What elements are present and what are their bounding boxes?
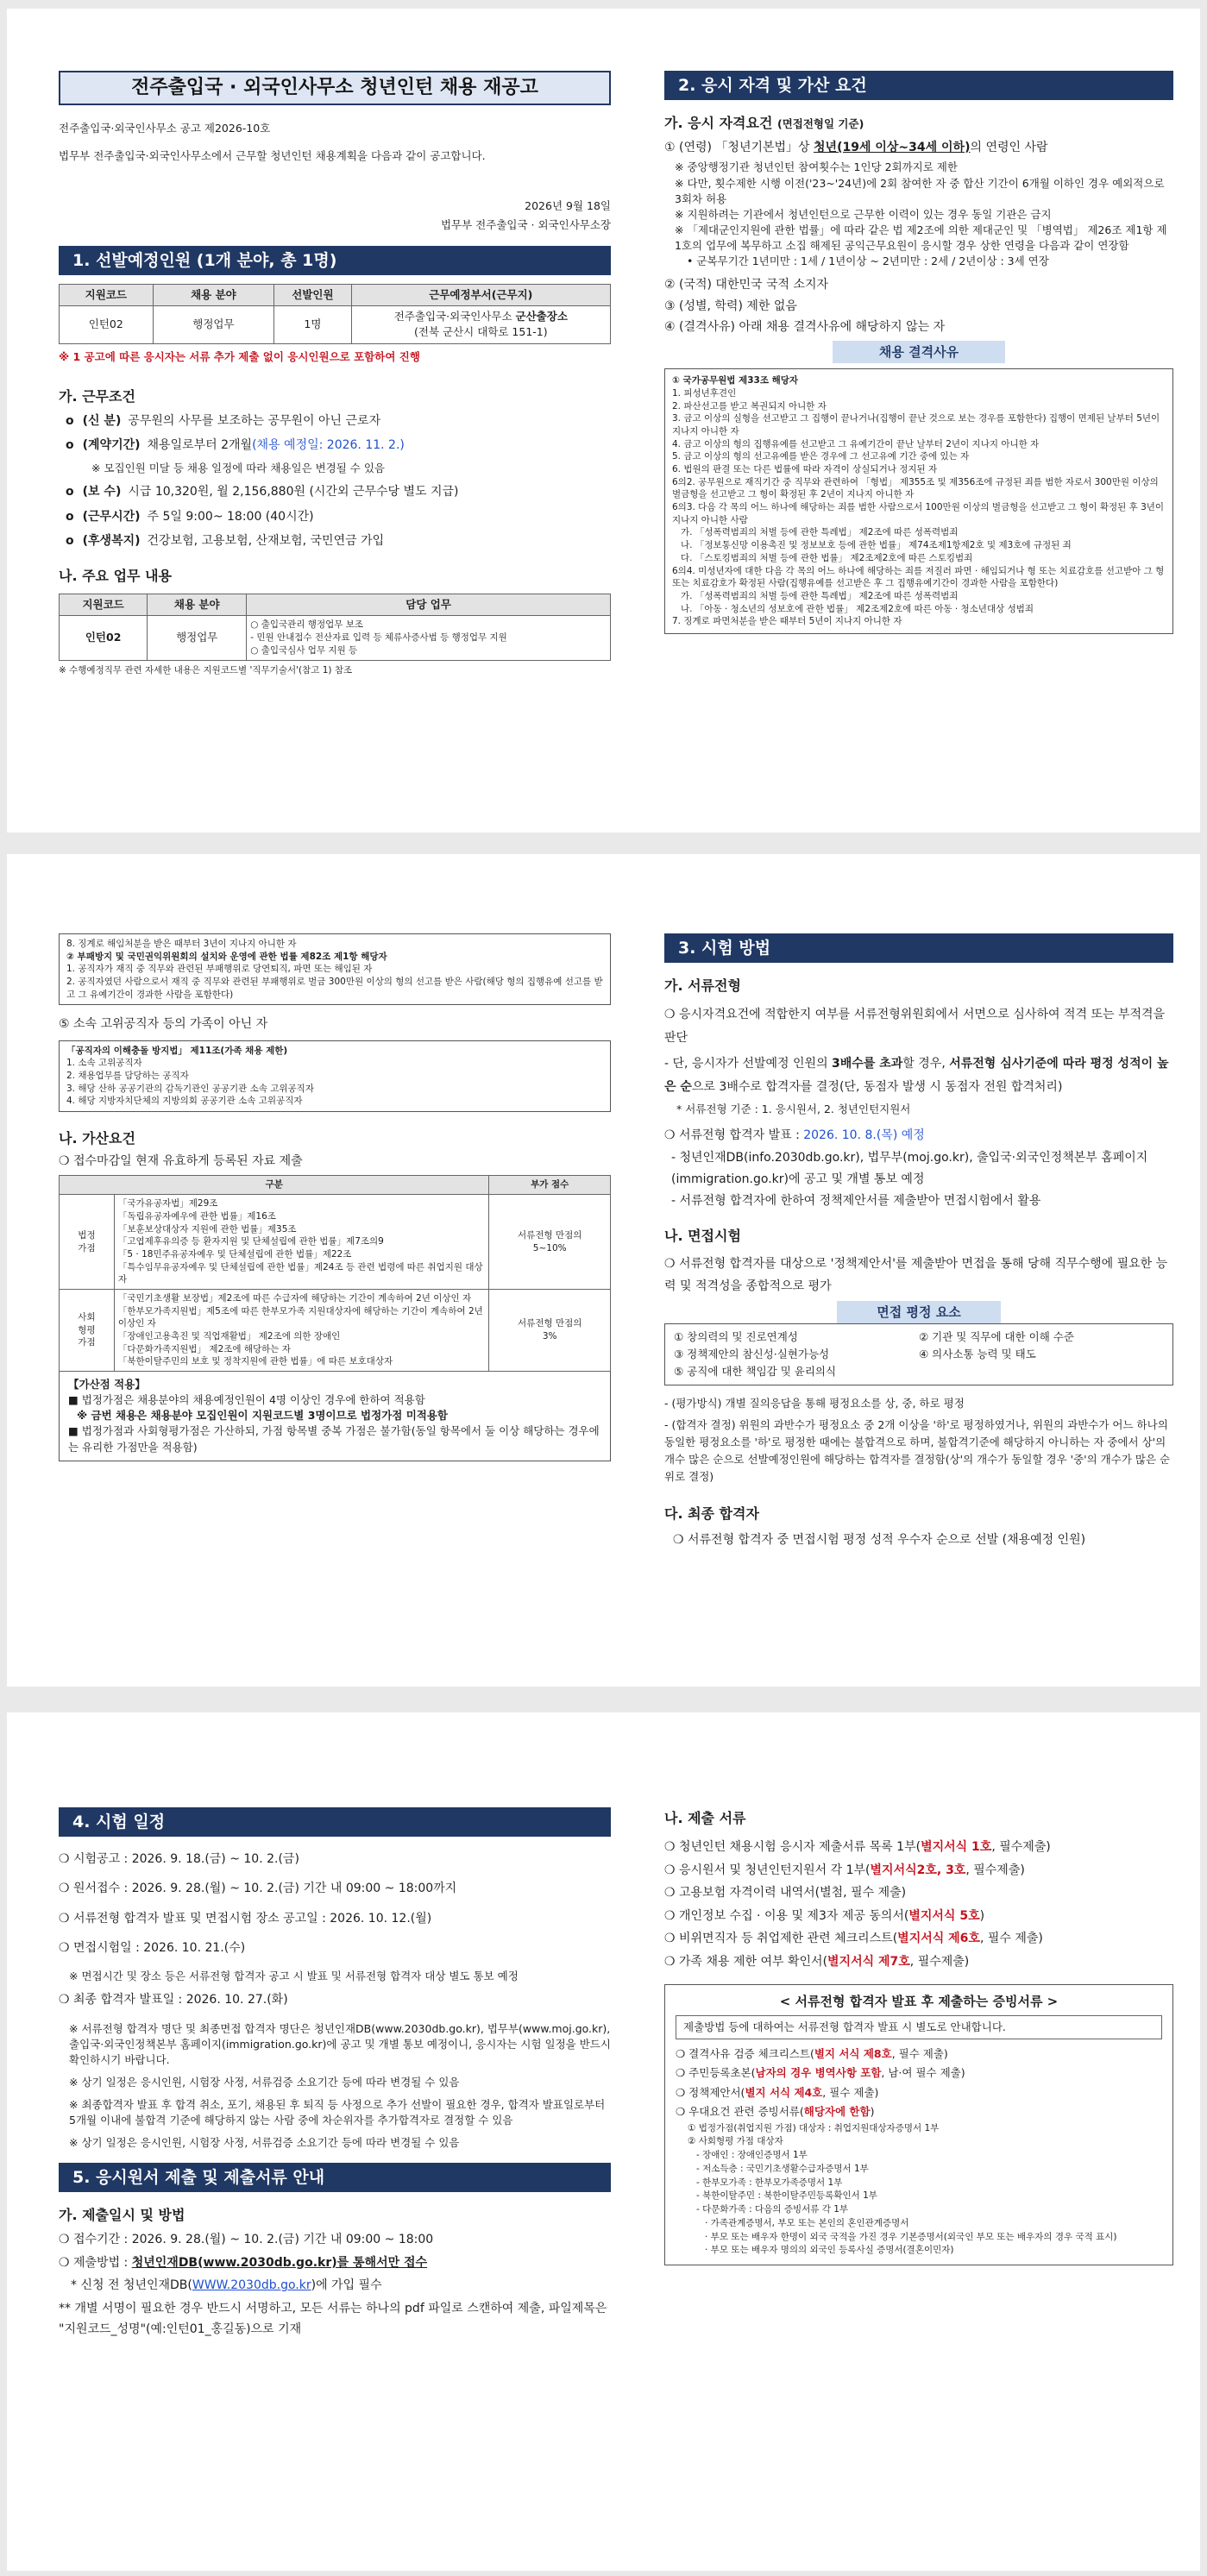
evidence-box — [664, 1984, 1173, 2266]
evidence-item — [676, 2045, 1162, 2064]
bonus-items — [114, 1289, 489, 1371]
schedule-item: ❍ 시험공고 : 2026. 9. 18.(금) ~ 10. 2.(금) — [59, 1852, 299, 1866]
note-line: 2. 공직자였던 사람으로서 재직 중 직무와 관련된 부패행위로 벌금 300만원 이상의 형의 선고를 받은 사람(해당 형의 집행유예 선고를 받고 그 유예기간이 경과한 사람을 포함한다) — [66, 977, 603, 1000]
document-item — [664, 1927, 1173, 1951]
col-header: 구분 — [60, 1176, 489, 1195]
document-title: 전주출입국 · 외국인사무소 청년인턴 채용 재공고 — [59, 71, 611, 105]
condition-key: (계약기간) — [82, 438, 141, 453]
section-1-header: 1. 선발예정인원 (1개 분야, 총 1명) — [59, 246, 611, 275]
document-text: , 필수제출) — [965, 1863, 1025, 1877]
disqualification-line: 가. 「성폭력범죄의 처벌 등에 관한 특례법」 제2조에 따른 성폭력범죄 — [681, 527, 959, 538]
schedule-item: ※ 상기 일정은 응시인원, 시험장 사정, 서류검증 소요기간 등에 따라 변경될 수 있음 — [69, 2075, 460, 2089]
evidence-title: < 서류전형 합격자 발표 후 제출하는 증빙서류 > — [779, 1993, 1059, 2009]
evidence-note: 제출방법 등에 대하여는 서류전형 합격자 발표 시 별도로 안내합니다. — [676, 2015, 1162, 2039]
cell: 전주출입국·외국인사무소 군산출장소 (전북 군산시 대학로 151-1) — [351, 305, 610, 343]
schedule-item: ※ 면접시간 및 장소 등은 서류전형 합격자 공고 시 발표 및 서류전형 합격자 대상 별도 통보 예정 — [69, 1970, 519, 1983]
screening-criteria: * 서류전형 기준 : 1. 응시원서, 2. 청년인턴지원서 — [676, 1103, 911, 1116]
condition-key: (보 수) — [82, 485, 122, 499]
evidence-text: ❍ 주민등록초본( — [676, 2066, 756, 2080]
condition-value: 시급 10,320원, 월 2,156,880원 (시간외 근무수당 별도 지급) — [128, 485, 459, 499]
evidence-subitem: · 부모 또는 배우자 한명이 외국 국적을 가진 경우 기본증명서(외국인 부모 또는 배우자의 경우 국적 표시) — [705, 2231, 1117, 2242]
condition-item — [66, 532, 611, 550]
evidence-item — [676, 2064, 1162, 2083]
disqualification-line: 2. 파산선고를 받고 복권되지 아니한 자 — [672, 400, 827, 412]
col-header: 지원코드 — [60, 594, 148, 616]
bonus-rules-title: 【가산점 적용】 — [68, 1378, 146, 1392]
document-text: ) — [979, 1908, 985, 1923]
left-column — [59, 9, 611, 832]
bullet-icon: o — [66, 413, 74, 428]
submission-method: ❍ 제출방법 : 청년인재DB(www.2030db.go.kr)를 통해서만 접수 — [59, 2255, 428, 2270]
bonus-item: 「국가유공자법」제29조 — [117, 1198, 218, 1209]
document-item — [664, 1836, 1173, 1859]
announcement-channels: - 청년인재DB(info.2030db.go.kr), 법무부(moj.go.kr), 출입국·외국인정책본부 홈페이지(immigration.go.kr)에 공고 및 개별 통보 예정 — [671, 1150, 1148, 1186]
document-item — [664, 1859, 1173, 1882]
col-header: 선발인원 — [274, 284, 351, 305]
conflict-box — [59, 1040, 611, 1112]
bullet-icon: o — [66, 509, 74, 524]
document-text: , 필수제출) — [991, 1840, 1051, 1854]
bonus-item: 「한부모가족지원법」제5조에 따른 한부모가족 지원대상자에 해당하는 기간이 계속하여 2년 이상인 자 — [117, 1305, 483, 1329]
section-4-header: 4. 시험 일정 — [59, 1807, 611, 1837]
bonus-subtitle: ❍ 접수마감일 현재 유효하게 등록된 자료 제출 — [59, 1154, 303, 1169]
disqualification-line: 나. 「정보통신망 이용촉진 및 정보보호 등에 관한 법률」 제74조제1항제2호 및 제3호에 규정된 죄 — [681, 540, 1072, 551]
note-bullet: • 군복무기간 1년미만 : 1세 / 1년이상 ~ 2년미만 : 2세 / 2년이상 : 3세 연장 — [687, 254, 1049, 268]
disqualification-line: 7. 징계로 파면처분을 받은 때부터 5년이 지나지 아니한 자 — [672, 616, 902, 627]
condition-date: (채용 예정일: 2026. 11. 2.) — [252, 438, 405, 453]
note-line: ※ 다만, 횟수제한 시행 이전('23~'24년)에 2회 참여한 자 중 합산 기간이 6개월 이하인 경우 예외적으로 3회차 허용 — [675, 176, 1165, 205]
evidence-ref: 별지 서식 제4호 — [745, 2085, 823, 2099]
schedule-item: ❍ 원서접수 : 2026. 9. 28.(월) ~ 10. 2.(금) 기간 내 09:00 ~ 18:00까지 — [59, 1882, 457, 1896]
document-text: , 필수제출) — [909, 1954, 970, 1969]
documents-heading: 나. 제출 서류 — [664, 1810, 746, 1826]
disqualification-line: 1. 피성년후견인 — [672, 387, 737, 399]
document-item — [664, 1905, 1173, 1928]
duties-table — [59, 594, 611, 660]
note-line: 8. 징계로 해임처분을 받은 때부터 3년이 지나지 아니한 자 — [66, 939, 297, 949]
schedule-item: ※ 상기 일정은 응시인원, 시험장 사정, 서류검증 소요기간 등에 따라 변경될 수 있음 — [69, 2136, 460, 2150]
note-line: ※ 지원하려는 기관에서 청년인턴으로 근무한 이력이 있는 경우 동일 기관은 금지 — [675, 207, 1052, 221]
pass-decision: - (합격자 결정) 위원의 과반수가 평정요소 중 2개 이상을 '하'로 평정하였거나, 위원의 과반수가 어느 하나의 동일한 평정요소를 '하'로 평정한 때에는 불합격으로 하며, 불합격기준에 해당하지 아니하는 자 중에서 상'의 개수 많은 순으로 선발예정인원에 해당하는 합격자를 결정함(상'의 개수가 동일할 경우 '중'의 개수가 많은 순위로 결정) — [664, 1418, 1171, 1484]
disqualification-line: 6의4. 미성년자에 대한 다음 각 목의 어느 하나에 해당하는 죄를 저질러 파면 · 해임되거나 형 또는 치료감호를 선고받아 그 형 또는 치료감호가 확정된 사람(집행유예를 선고받은 후 그 집행유예기간이 경과한 사람을 포함한다) — [672, 565, 1165, 589]
disqualification-label: 채용 결격사유 — [833, 341, 1005, 363]
schedule-item: ❍ 면접시험일 : 2026. 10. 21.(수) — [59, 1940, 246, 1955]
evidence-subitem: - 저소득층 : 국민기초생활수급자증명서 1부 — [696, 2163, 869, 2174]
age-requirement: ① (연령) 「청년기본법」상 청년(19세 이상~34세 이하)의 연령인 사람 — [664, 141, 1048, 155]
bonus-rule: ■ 법정가점과 사회형평가점은 가산하되, 가점 항목별 중복 가점은 불가함(동일 항목에서 둘 이상 해당하는 경우에는 유리한 가점만을 적용함) — [68, 1424, 600, 1454]
bonus-item: 「다문화가족지원법」 제2조에 해당하는 자 — [117, 1343, 291, 1354]
cell: 인턴02 — [60, 305, 154, 343]
section-3-header: 3. 시험 방법 — [664, 933, 1173, 963]
condition-item — [66, 437, 611, 454]
cell: 인턴02 — [60, 616, 148, 660]
evidence-ref: 해당자에 한함 — [803, 2105, 871, 2119]
eligibility-heading: 가. 응시 자격요건 (면접전형일 기준) — [664, 115, 864, 131]
bonus-item: 「국민기초생활 보장법」제2조에 따른 수급자에 해당하는 기간이 계속하여 2년 이상인 자 — [117, 1292, 472, 1304]
disqualification-line: 다. 「스토킹범죄의 처벌 등에 관한 법률」 제2조제2호에 따른 스토킹범죄 — [681, 552, 973, 563]
evidence-ref: 별지 서식 제8호 — [814, 2046, 892, 2060]
final-heading: 다. 최종 합격자 — [664, 1505, 759, 1523]
condition-value: 주 5일 9:00~ 18:00 (40시간) — [147, 509, 314, 524]
bonus-item: 「북한이탈주민의 보호 및 정착지원에 관한 법률」에 따른 보호대상자 — [117, 1356, 393, 1367]
document-screening-heading: 가. 서류전형 — [664, 977, 741, 994]
duty-line: ○ 출입국관리 행정업무 보조 — [250, 619, 363, 631]
duties-note: ※ 수행예정직무 관련 자세한 내용은 지원코드별 '직무기술서'(참고 1) 참조 — [59, 664, 353, 675]
condition-value: 건강보험, 고용보험, 산재보험, 국민연금 가입 — [147, 534, 385, 549]
right-column — [664, 9, 1173, 832]
family-requirement: ⑤ 소속 고위공직자 등의 가족이 아닌 자 — [59, 1017, 268, 1032]
evidence-subitem: ② 사회형평 가점 대상자 — [688, 2136, 783, 2147]
duty-line: ○ 출입국심사 업무 지원 등 — [250, 644, 358, 656]
duty-line: - 민원 안내접수 전산자료 입력 등 체류사증사범 등 행정업무 지원 — [250, 632, 507, 644]
disqualification-line: ① 국가공무원법 제33조 해당자 — [672, 375, 799, 386]
evidence-subitem: - 북한이탈주민 : 북한이탈주민등록확인서 1부 — [696, 2190, 877, 2202]
disqualification-line: 6의3. 다음 각 목의 어느 하나에 해당하는 죄를 범한 사람으로서 100만원 이상의 벌금형을 선고받고 그 형이 확정된 후 3년이 지나지 아니한 사람 — [672, 502, 1165, 525]
screening-rule: - 단, 응시자가 선발예정 인원의 3배수를 초과할 경우, 서류전형 심사기준에 따라 평정 성적이 높은 순으로 3배수로 합격자를 결정(단, 동점자 발생 시 동점자 전원 합격처리) — [664, 1057, 1169, 1094]
disqualification-line: 4. 금고 이상의 형의 집행유예를 선고받고 그 유예기간이 끝난 날부터 2년이 지나지 아니한 자 — [672, 438, 1040, 449]
work-conditions-heading: 가. 근무조건 — [59, 387, 135, 405]
evidence-subitem: · 부모 또는 배우자 명의의 외국인 등록사실 증명서(결혼이민자) — [705, 2245, 954, 2256]
schedule-list — [59, 1850, 611, 2151]
evidence-text: ❍ 정책제안서( — [676, 2085, 745, 2099]
duties-cell — [247, 616, 611, 660]
col-header: 부가 점수 — [489, 1176, 611, 1195]
positions-table — [59, 284, 611, 344]
cell: 1명 — [274, 305, 351, 343]
note-line: ② 부패방지 및 국민권익위원회의 설치와 운영에 관한 법률 제82조 제1항 해당자 — [66, 951, 387, 962]
document-text: ❍ 비위면직자 등 취업제한 관련 체크리스트( — [664, 1932, 898, 1946]
right-column — [664, 1712, 1173, 2571]
page-2 — [7, 854, 1200, 1687]
doc-number: 전주출입국·외국인사무소 공고 제2026-10호 — [59, 122, 271, 135]
bonus-points: 서류전형 만점의 5~10% — [489, 1195, 611, 1290]
cell: 행정업무 — [148, 616, 247, 660]
bonus-rule: ※ 금번 채용은 채용분야 모집인원이 지원코드별 3명이므로 법정가점 미적용함 — [77, 1409, 448, 1423]
document-text: , 필수 제출) — [979, 1932, 1043, 1946]
duties-heading: 나. 주요 업무 내용 — [59, 568, 172, 585]
factor-item: ② 기관 및 직무에 대한 이해 수준 — [919, 1329, 1074, 1343]
evaluation-method: - (평가방식) 개별 질의응답을 통해 평정요소를 상, 중, 하로 평정 — [664, 1397, 965, 1411]
condition-value: ※ 모집인원 미달 등 채용 일정에 따라 채용일은 변경될 수 있음 — [91, 462, 386, 475]
bonus-item: 「독립유공자예우에 관한 법률」제16조 — [117, 1210, 276, 1222]
col-header: 담당 업무 — [247, 594, 611, 616]
evidence-text: , 필수 제출) — [891, 2046, 948, 2060]
condition-item — [66, 412, 611, 430]
bullet-icon: o — [66, 438, 74, 453]
page-3 — [7, 1712, 1200, 2571]
evidence-subitems — [676, 2122, 1162, 2259]
section-5-header: 5. 응시원서 제출 및 제출서류 안내 — [59, 2163, 611, 2192]
intro-text: 법무부 전주출입국·외국인사무소에서 근무할 청년인턴 채용계획을 다음과 같이 공고합니다. — [59, 149, 486, 163]
bullet-icon: o — [66, 485, 74, 499]
document-text: ❍ 청년인턴 채용시험 응시자 제출서류 목록 1부( — [664, 1840, 921, 1854]
bonus-points: 서류전형 만점의 3% — [489, 1289, 611, 1371]
evidence-text: , 필수 제출) — [822, 2085, 879, 2099]
col-header: 채용 분야 — [148, 594, 247, 616]
schedule-item: ※ 최종합격자 발표 후 합격 취소, 포기, 채용된 후 퇴직 등 사정으로 추가 선발이 필요한 경우, 합격자 발표일로부터 5개월 이내에 불합격 기준에 해당하지 않는 사람 중에 차순위자를 추가합격자로 결정할 수 있음 — [69, 2098, 606, 2127]
submission-heading: 가. 제출일시 및 방법 — [59, 2207, 185, 2224]
document-text: ❍ 가족 채용 제한 여부 확인서( — [664, 1954, 828, 1969]
bonus-rules-box — [59, 1372, 611, 1461]
form-ref: 별지서식 1호 — [921, 1840, 992, 1854]
disqualification-box-continued — [59, 933, 611, 1005]
evidence-text: , 남·여 필수 제출) — [881, 2066, 965, 2080]
schedule-item: ※ 서류전형 합격자 명단 및 최종면접 합격자 명단은 청년인재DB(www.2030db.go.kr), 법무부(www.moj.go.kr), 출입국·외국인정책본부 홈페이지(immigration.go.kr)에 공고 및 개별 통보 예정이니, 응시자는 시험 일정을 반드시 확인하시기 바랍니다. — [69, 2021, 611, 2066]
evidence-item — [676, 2083, 1162, 2103]
disqualification-line: 3. 금고 이상의 실형을 선고받고 그 집행이 끝나거나(집행이 끝난 것으로 보는 경우를 포함한다) 집행이 면제된 날부터 5년이 지나지 아니한 자 — [672, 413, 1160, 437]
conflict-line: 1. 소속 고위공직자 — [66, 1058, 142, 1069]
schedule-item: ❍ 최종 합격자 발표일 : 2026. 10. 27.(화) — [59, 1993, 288, 2007]
factor-item: ⑤ 공직에 대한 책임감 및 윤리의식 — [674, 1365, 837, 1379]
signup-note: * 신청 전 청년인재DB(WWW.2030db.go.kr)에 가입 필수 — [71, 2278, 382, 2293]
nationality-requirement: ② (국적) 대한민국 국적 소지자 — [664, 278, 829, 292]
documents-list — [664, 1836, 1173, 1974]
notice-date: 2026년 9월 18일 — [525, 199, 611, 213]
condition-key: (후생복지) — [82, 534, 141, 549]
disqualification-box — [664, 368, 1173, 634]
factor-item: ③ 정책제안의 참신성·실현가능성 — [674, 1347, 830, 1360]
evidence-subitem: · 가족관계증명서, 부모 또는 본인의 혼인관계증명서 — [705, 2217, 909, 2228]
evidence-subitem: - 다문화가족 : 다음의 증빙서류 각 1부 — [696, 2204, 849, 2215]
left-column — [59, 854, 611, 1687]
evidence-subitem: - 장애인 : 장애인증명서 1부 — [696, 2150, 808, 2161]
bullet-icon: o — [66, 534, 74, 549]
conflict-line: 4. 해당 지방자치단체의 지방의회 공공기관 소속 고위공직자 — [66, 1096, 303, 1107]
note-line: 1. 공직자가 재직 중 직무와 관련된 부패행위로 당연퇴직, 파면 또는 해임된 자 — [66, 964, 373, 975]
disqualification-line: 6. 법원의 판결 또는 다른 법률에 따라 자격이 상실되거나 정지된 자 — [672, 464, 938, 474]
gender-education-requirement: ③ (성별, 학력) 제한 없음 — [664, 298, 797, 313]
interview-factors-label: 면접 평정 요소 — [837, 1301, 1001, 1323]
col-header: 지원코드 — [60, 284, 154, 305]
note-line: ※ 「제대군인지원에 관한 법률」에 따라 같은 법 제2조에 의한 제대군인 및 「병역법」 제26조 제1항 제1호의 업무에 복무하고 소집 해제된 공익근무요원이 응시할 경우 상한 연령을 다음과 같이 연장함 — [675, 223, 1167, 253]
conflict-line: 3. 해당 산하 공공기관의 감독기관인 공공기관 소속 고위공직자 — [66, 1083, 314, 1094]
document-text: ❍ 개인정보 수집 · 이용 및 제3자 제공 동의서( — [664, 1908, 909, 1923]
page-1 — [7, 9, 1200, 832]
policy-proposal-note: - 서류전형 합격자에 한하여 정책제안서를 제출받아 면접시험에서 활용 — [671, 1194, 1041, 1209]
interview-factors-box — [664, 1323, 1173, 1385]
cell: 행정업무 — [153, 305, 274, 343]
form-ref: 별지서식 5호 — [908, 1908, 980, 1923]
condition-key: (신 분) — [82, 413, 122, 428]
evidence-item — [676, 2102, 1162, 2122]
table-note: ※ 1 공고에 따른 응시자는 서류 추가 제출 없이 응시인원으로 포함하여 진행 — [59, 349, 420, 363]
right-column — [664, 854, 1173, 1687]
form-ref: 별지서식2호, 3호 — [870, 1863, 966, 1877]
disqualification-line: 6의2. 공무원으로 재직기간 중 직무와 관련하여 「형법」 제355조 및 제356조에 규정된 죄를 범한 자로서 300만원 이상의 벌금형을 선고받고 그 형이 확정된 후 2년이 지나지 아니한 자 — [672, 476, 1159, 500]
bonus-item: 「고엽제후유의증 등 환자지원 및 단체설립에 관한 법률」제7조의9 — [117, 1236, 384, 1247]
col-header: 근무예정부서(근무지) — [351, 284, 610, 305]
condition-value: 채용일로부터 2개월 — [147, 438, 253, 453]
factor-item: ① 창의력의 및 진로연계성 — [674, 1329, 798, 1343]
bonus-table — [59, 1175, 611, 1372]
screening-text: ❍ 응시자격요건에 적합한지 여부를 서류전형위원회에서 서면으로 심사하여 적격 또는 부적격을 판단 — [664, 1008, 1166, 1045]
file-note: ** 개별 서명이 필요한 경우 반드시 서명하고, 모든 서류는 하나의 pdf 파일로 스캔하여 제출, 파일제목은 "지원코드_성명"(예:인턴01_홍길동)으로 기재 — [59, 2302, 607, 2337]
interview-heading: 나. 면접시험 — [664, 1228, 741, 1245]
disqualification-line: 5. 금고 이상의 형의 선고유예를 받은 경우에 그 선고유예 기간 중에 있는 자 — [672, 451, 970, 462]
col-header: 채용 분야 — [153, 284, 274, 305]
evidence-items — [676, 2045, 1162, 2122]
disqualification-line: 가. 「성폭력범죄의 처벌 등에 관한 특례법」 제2조에 따른 성폭력범죄 — [681, 590, 959, 601]
document-text: ❍ 고용보험 자격이력 내역서(별첨, 필수 제출) — [664, 1886, 907, 1901]
bonus-item: 「5 · 18민주유공자예우 및 단체설립에 관한 법률」제22조 — [117, 1248, 352, 1260]
form-ref: 별지서식 제7호 — [827, 1954, 910, 1969]
disqualification-line: 나. 「아동 · 청소년의 성보호에 관한 법률」 제2조제2호에 따른 아동 · 청소년대상 성범죄 — [681, 603, 1034, 614]
bonus-group: 법정 가점 — [60, 1195, 115, 1290]
interview-text: ❍ 서류전형 합격자를 대상으로 '정책제안서'를 제출받아 면접을 통해 당해 직무수행에 필요한 능력 및 적격성을 종합적으로 평가 — [664, 1257, 1168, 1293]
condition-item — [66, 483, 611, 500]
evidence-subitem: ① 법정가점(취업지원 가점) 대상자 : 취업지원대상자증명서 1부 — [688, 2122, 940, 2133]
evidence-subitem: - 한부모가족 : 한부모가족증명서 1부 — [696, 2177, 843, 2188]
section-2-header: 2. 응시 자격 및 가산 요건 — [664, 71, 1173, 100]
bonus-item: 「장애인고용촉진 및 직업재활법」 제2조에 의한 장애인 — [117, 1331, 341, 1342]
bonus-rule: ■ 법정가점은 채용분야의 채용예정인원이 4명 이상인 경우에 한하여 적용함 — [68, 1393, 425, 1407]
condition-key: (근무시간) — [82, 509, 141, 524]
conflict-title: 「공직자의 이해충돌 방지법」 제11조(가족 채용 제한) — [66, 1045, 288, 1056]
bonus-item: 「특수임무유공자예우 및 단체설립에 관한 법률」제24조 등 관련 법령에 따른 취업지원 대상자 — [117, 1261, 483, 1285]
left-column — [59, 1712, 611, 2571]
condition-value: 공무원의 사무를 보조하는 공무원이 아닌 근로자 — [128, 413, 381, 428]
form-ref: 별지서식 제6호 — [897, 1932, 980, 1946]
factor-item: ④ 의사소통 능력 및 태도 — [919, 1347, 1036, 1360]
work-conditions-list — [59, 412, 611, 550]
condition-item — [66, 461, 611, 476]
note-line: ※ 중앙행정기관 청년인턴 참여횟수는 1인당 2회까지로 제한 — [675, 160, 958, 174]
bonus-heading: 나. 가산요건 — [59, 1130, 135, 1147]
evidence-ref: 남자의 경우 병역사항 포함 — [755, 2066, 882, 2080]
age-notes — [664, 160, 1173, 269]
submission-period: ❍ 접수기간 : 2026. 9. 28.(월) ~ 10. 2.(금) 기간 내 09:00 ~ 18:00 — [59, 2233, 434, 2247]
bonus-item: 「보훈보상대상자 지원에 관한 법률」제35조 — [117, 1223, 297, 1235]
issuer: 법무부 전주출입국 · 외국인사무소장 — [440, 218, 611, 232]
evidence-text: ❍ 결격사유 검증 체크리스트( — [676, 2046, 814, 2060]
evidence-text: ❍ 우대요건 관련 증빙서류( — [676, 2105, 804, 2119]
bonus-group: 사회 형평 가점 — [60, 1289, 115, 1371]
evidence-text: ) — [870, 2105, 875, 2119]
schedule-item: ❍ 서류전형 합격자 발표 및 면접시험 장소 공고일 : 2026. 10. 12.(월) — [59, 1911, 432, 1926]
document-item — [664, 1882, 1173, 1905]
final-text: ❍ 서류전형 합격자 중 면접시험 평정 성적 우수자 순으로 선발 (채용예정 인원) — [673, 1533, 1086, 1548]
bonus-items — [114, 1195, 489, 1290]
condition-item — [66, 508, 611, 525]
conflict-line: 2. 채용업무를 담당하는 공직자 — [66, 1071, 189, 1082]
document-text: ❍ 응시원서 및 청년인턴지원서 각 1부( — [664, 1863, 871, 1877]
document-item — [664, 1951, 1173, 1974]
screening-announcement: ❍ 서류전형 합격자 발표 : 2026. 10. 8.(목) 예정 — [664, 1128, 925, 1142]
disqualification-requirement: ④ (결격사유) 아래 채용 결격사유에 해당하지 않는 자 — [664, 319, 946, 334]
